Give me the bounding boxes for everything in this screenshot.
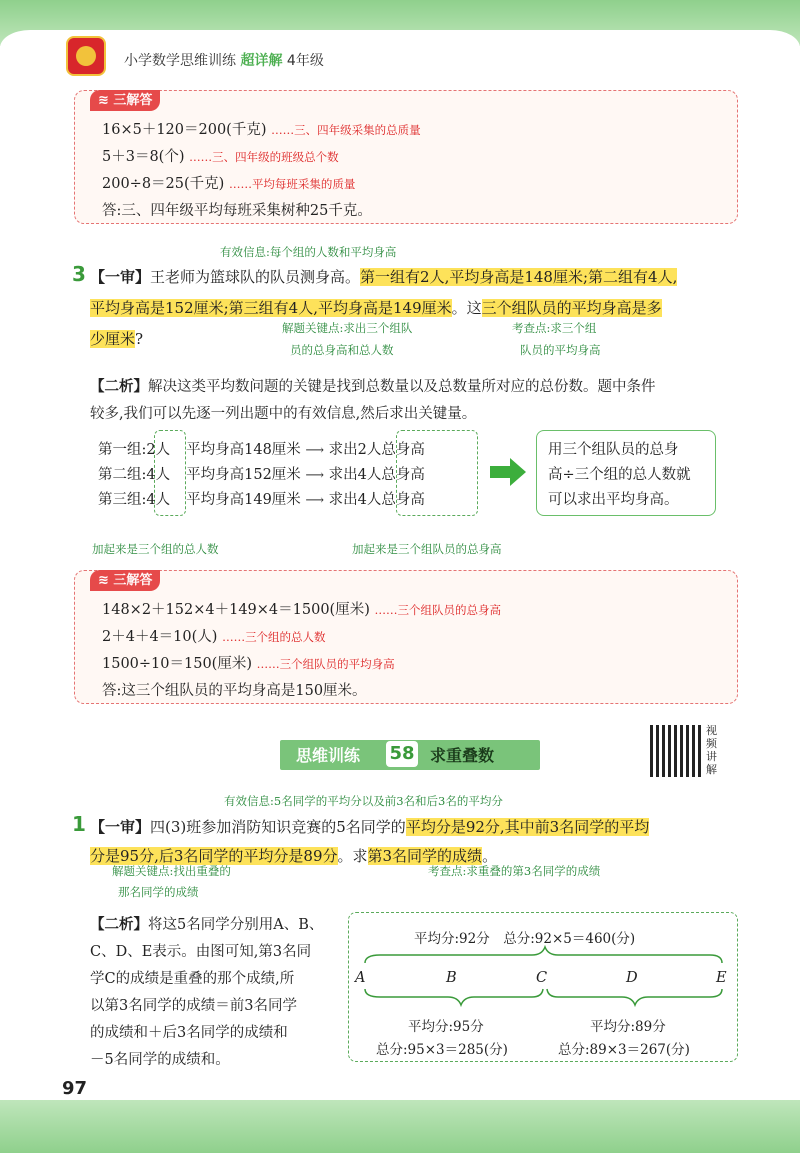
- question-line-2: 分是95分,后3名同学的平均分是89分。求第3名同学的成绩。: [90, 847, 498, 865]
- analysis-line: 以第3名同学的成绩＝前3名同学: [90, 998, 297, 1014]
- question-line-2: 平均身高是152厘米;第三组有4人,平均身高是149厘米。这三个组队员的平均身高是多: [90, 299, 662, 317]
- test-note: 考查点:求三个组: [512, 321, 597, 335]
- analysis-line: 学C的成绩是重叠的那个成绩,所: [90, 971, 295, 987]
- solution-line: 1500÷10＝150(厘米) ……三个组队员的平均身高: [102, 656, 395, 672]
- analysis-line-1: 【二析】解决这类平均数问题的关键是找到总数量以及总数量所对应的总份数。题中条件: [90, 378, 656, 395]
- right-avg: 平均分:89分: [590, 1019, 666, 1035]
- diagram-top: 平均分:92分 总分:92×5＝460(分): [414, 931, 636, 947]
- section-title: 求重叠数: [430, 746, 495, 765]
- header: [0, 30, 800, 82]
- key-note: 解题关键点:求出三个组队: [282, 321, 413, 335]
- page-number: 97: [62, 1078, 88, 1099]
- sum-height-note: 加起来是三个组队员的总身高: [352, 542, 502, 556]
- section-label: 思维训练: [296, 746, 361, 765]
- solution-line: 200÷8＝25(千克) ……平均每班采集的质量: [102, 176, 356, 192]
- test-note: 考查点:求重叠的第3名同学的成绩: [428, 864, 601, 878]
- right-total: 总分:89×3＝267(分): [558, 1042, 690, 1058]
- qr-label: 视频讲解: [706, 724, 717, 776]
- answer-tag-1: ≋ 三解答: [90, 90, 160, 111]
- analysis-line: －5名同学的成绩和。: [90, 1052, 230, 1068]
- book-title: 小学数学思维训练 超详解 4年级: [124, 53, 324, 69]
- analysis-line: C、D、E表示。由图可知,第3名同: [90, 944, 312, 960]
- left-total: 总分:95×3＝285(分): [376, 1042, 508, 1058]
- answer-tag-2: ≋ 三解答: [90, 570, 160, 591]
- bottom-decor-band: [0, 1100, 800, 1153]
- point-a: A: [355, 970, 366, 986]
- analysis-line-2: 较多,我们可以先逐一列出题中的有效信息,然后求出关键量。: [90, 406, 477, 422]
- publisher-logo: [66, 36, 106, 76]
- group-row: 第三组:4人 平均身高149厘米 ⟶ 求出4人总身高: [98, 492, 425, 508]
- conclusion-line: 用三个组队员的总身: [548, 442, 679, 458]
- question-line-1: 【一审】四(3)班参加消防知识竞赛的5名同学的平均分是92分,其中前3名同学的平均: [90, 818, 650, 836]
- question-line-3: 少厘米?: [90, 330, 144, 348]
- group-row: 第一组:2人 平均身高148厘米 ⟶ 求出2人总身高: [98, 442, 425, 458]
- question-number: 1: [72, 812, 86, 836]
- question-number: 3: [72, 262, 86, 286]
- question-line-1: 【一审】王老师为篮球队的队员测身高。第一组有2人,平均身高是148厘米;第二组有4人,: [90, 268, 678, 286]
- left-avg: 平均分:95分: [408, 1019, 484, 1035]
- solution-line: 2＋4＋4＝10(人) ……三个组的总人数: [102, 629, 326, 645]
- solution-line: 148×2＋152×4＋149×4＝1500(厘米) ……三个组队员的总身高: [102, 602, 501, 618]
- solution-line: 16×5＋120＝200(千克) ……三、四年级采集的总质量: [102, 122, 421, 138]
- test-note-2: 队员的平均身高: [520, 343, 601, 357]
- point-c: C: [536, 970, 548, 986]
- group-row: 第二组:4人 平均身高152厘米 ⟶ 求出4人总身高: [98, 467, 425, 483]
- key-note: 解题关键点:找出重叠的: [112, 864, 231, 878]
- answer-line: 答:三、四年级平均每班采集树种25千克。: [102, 203, 372, 219]
- right-arrow-icon: [490, 458, 526, 486]
- key-note-2: 那名同学的成绩: [118, 885, 199, 899]
- key-note-2: 员的总身高和总人数: [290, 343, 394, 357]
- conclusion-line: 高÷三个组的总人数就: [548, 467, 691, 483]
- qr-code-icon[interactable]: [650, 725, 702, 777]
- point-e: E: [716, 970, 727, 986]
- conclusion-line: 可以求出平均身高。: [548, 492, 679, 508]
- answer-line: 答:这三个组队员的平均身高是150厘米。: [102, 683, 367, 699]
- solution-line: 5＋3＝8(个) ……三、四年级的班级总个数: [102, 149, 339, 165]
- info-note: 有效信息:5名同学的平均分以及前3名和后3名的平均分: [224, 794, 503, 808]
- info-note: 有效信息:每个组的人数和平均身高: [220, 245, 397, 259]
- analysis-line: 【二析】将这5名同学分别用A、B、: [90, 916, 324, 933]
- section-number: 58: [386, 741, 418, 767]
- point-b: B: [446, 970, 457, 986]
- sum-people-note: 加起来是三个组的总人数: [92, 542, 219, 556]
- point-d: D: [626, 970, 638, 986]
- analysis-line: 的成绩和＋后3名同学的成绩和: [90, 1025, 288, 1041]
